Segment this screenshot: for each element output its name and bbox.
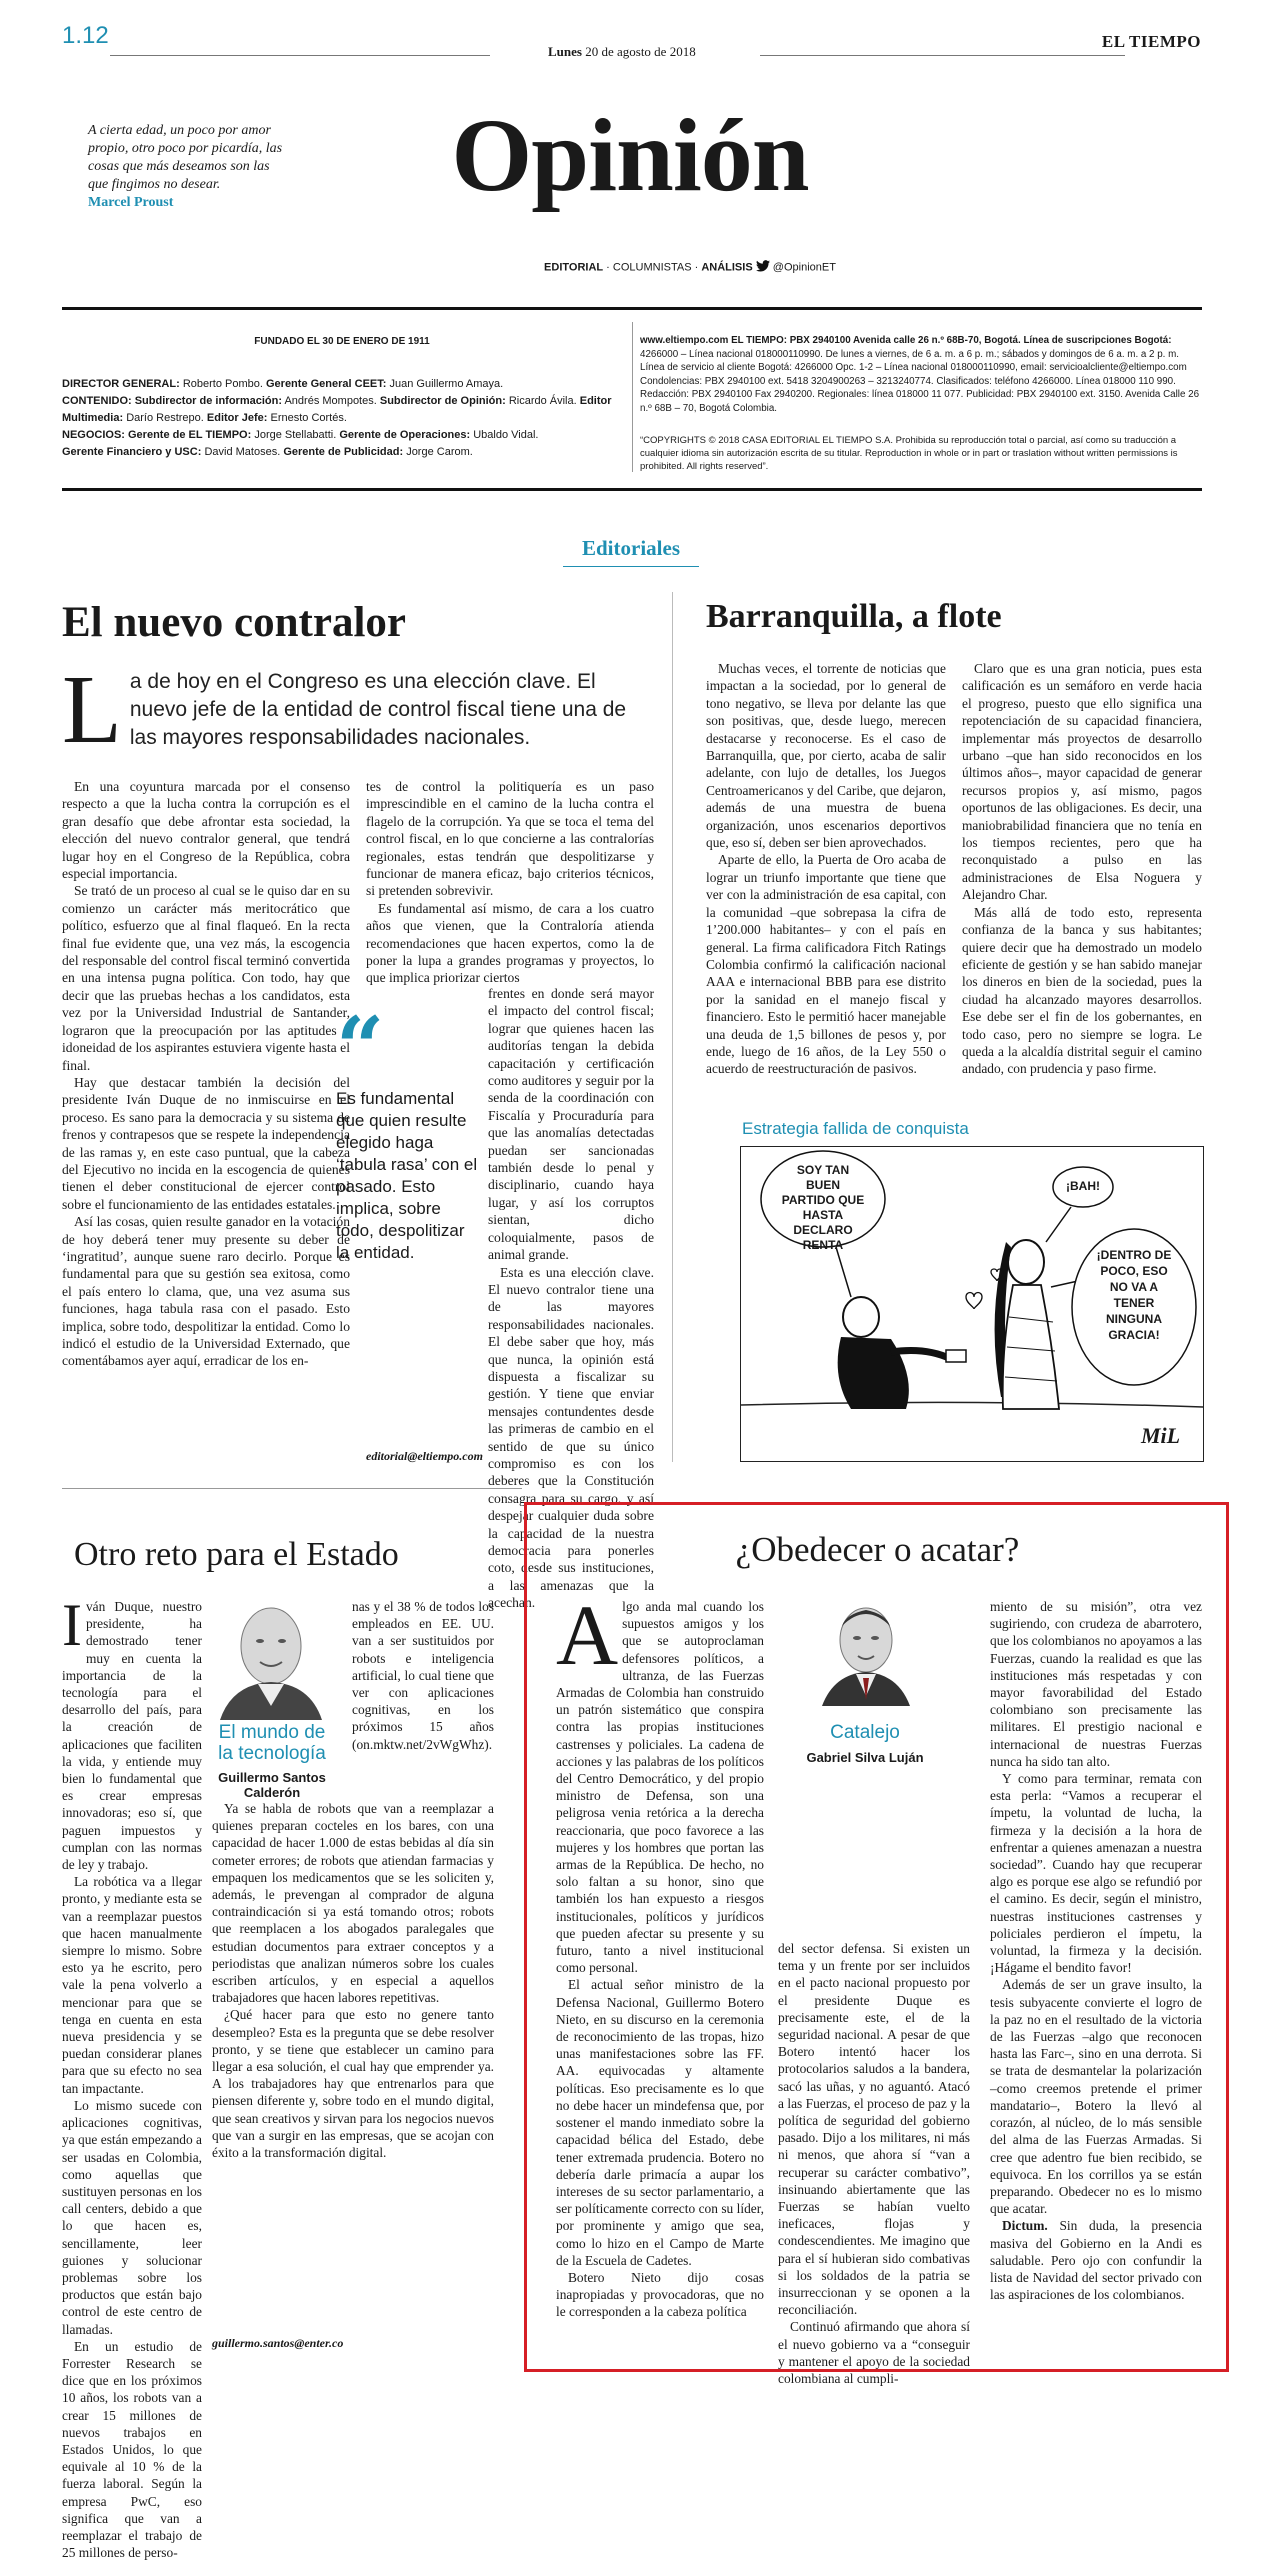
paragraph: Hay que destacar también la decisión del presidente Iván Duque de no inmiscuirse en el proceso. Es sano para la democracia y su sistema de frenos y contrapesos que se respete la independencia de las ramas y, en este caso puntual, que la cabeza del Ejecutivo no incida en la escogencia de quienes tienen el deber constitucional de ejercer control sobre el funcionamiento de las entidades estatales. <box>62 1074 350 1212</box>
epigraph-quote <box>88 122 288 212</box>
paragraph: del sector defensa. Si existen un tema y un frente por ser incluidos en el pacto nacional propuesto por el presidente Duque es precisamente este, el de la seguridad nacional. A pesar de que Botero intentó hacer los protocolarios saludos a la bandera, sacó las uñas, y no aguantó. Atacó a las Fuerzas, el proceso de paz y la política de seguridad del gobierno pasado. Dijo a los militares, ni más ni menos, que ahora sí “van a recuperar su carácter combativo”, insinuando abiertamente que las Fuerzas se habían vuelto ineficaces, flojas y condescendientes. Me imagino que para el sí hubieran sido combativas si los soldados de la patria se insurreccionan y se oponen a la reconciliación. <box>778 1941 970 2318</box>
column1-dropcap: I <box>62 1592 82 1658</box>
staff-line-4: Gerente Financiero y USC: David Matoses. Gerente de Publicidad: Jorge Carom. <box>62 446 473 458</box>
editorial1-lead <box>62 656 652 764</box>
issue-date <box>548 44 696 60</box>
brand-logo: EL TIEMPO <box>1101 32 1201 51</box>
paragraph: Claro que es una gran noticia, pues esta calificación es un semáforo en verde hacia el progreso, puesto que ello significa una repotenciación de su capacidad financiera, implementar más proyectos de desarrollo urbano –que han sido reconocidos en los últimos años–, mayor capacidad de generar recursos propios y, así mismo, pagos oportunos de las obligaciones. Es decir, una maniobrabilidad financiera que no tenía en los tiempos recientes, pero que ha reconquistado a pulso en las administraciones de Elsa Noguera y Alejandro Char. <box>962 661 1202 903</box>
author-portrait <box>818 1596 914 1706</box>
dictum-label: Dictum. <box>1002 2218 1048 2234</box>
subnav-editorial[interactable]: EDITORIAL <box>544 261 604 274</box>
staff-line-1: DIRECTOR GENERAL: Roberto Pombo. Gerente General CEET: Juan Guillermo Amaya. <box>62 378 504 390</box>
epigraph-text: A cierta edad, un poco por amor propio, otro poco por picardía, las cosas que más deseamos son las que fingimos no desear. <box>88 123 283 192</box>
section-subnav: EDITORIAL · COLUMNISTAS · ANÁLISIS @OpinionET <box>544 261 836 274</box>
column1-col2 <box>212 1800 494 2161</box>
editorial1-col2-top <box>366 778 654 987</box>
contact-service: Línea de servicio al cliente Bogotá: 4266000 Opc. 1-2 – Línea nacional 018000110990, email: servicioalcliente@eltiempo.com Condolencias: PBX 2940100 ext. 5418 3204900263 – 3213240774. Clasificados: teléfono 4266000. Línea 018000 110 990. Redacción: PBX 2940100 Fax 2940200. Regionales: línea 018000 11 077. Publicidad: PBX 2940100 ext. 3150. Avenida Calle 26 n.º 68B – 70, Bogotá Colombia. <box>640 362 1200 414</box>
editorial2-col2 <box>962 660 1202 1078</box>
cartoon-bubble-1: SOY TAN BUEN PARTIDO QUE HASTA DECLARO RENTA <box>781 1163 865 1252</box>
editorial1-title: El nuevo contralor <box>62 599 406 646</box>
paragraph: Ya se habla de robots que van a reemplazar a quienes preparan cocteles en los bares, con una capacidad de hacer 1.000 de estas bebidas al día sin cometer errores; de robots que atiendan farmacias y empaquen los medicamentos que se les soliciten y, además, le prevengan al comprador de alguna contraindicación si ya está tomando otros; robots que reemplacen a los abogados paralegales que estudian documentos para extraer conceptos y a periodistas que analizan números sobre los cuales escriben artículos, y en especial a aquellos trabajadores que hacen labores repetitivas. <box>212 1801 494 2006</box>
editorial1-email[interactable]: editorial@eltiempo.com <box>366 1449 483 1463</box>
contact-site: www.eltiempo.com EL TIEMPO: PBX 2940100 Avenida calle 26 n.º 68B-70, Bogotá. <box>640 335 1021 346</box>
contact-subs: Línea de suscripciones Bogotá: <box>1023 335 1172 346</box>
column2-section: Catalejo <box>830 1722 900 1743</box>
column2-dropcap: A <box>556 1587 619 1683</box>
column2-author-photo <box>818 1596 914 1706</box>
masthead-copyright: “COPYRIGHTS © 2018 CASA EDITORIAL EL TIEMPO S.A. Prohibida su reproducción total o parcial, así como su traducción a cualquier idioma sin autorización escrita de su titular. Reproduction in whole or in part or traslation without written permissions is prohibited. All rights reserved”. <box>640 435 1178 472</box>
paragraph: Lo mismo sucede con aplicaciones cognitivas, ya que están empezando a ser usadas en Colombia, como aquellas que sustituyen personas en los call centers, debido a que lo que hacen es, sencillamente, leer guiones y solucionar problemas sobre los productos que están bajo control de este centro de llamadas. <box>62 2097 202 2337</box>
subnav-columnistas[interactable]: COLUMNISTAS <box>612 261 692 274</box>
paragraph <box>62 1592 202 1873</box>
paragraph: Aparte de ello, la Puerta de Oro acaba de lograr un triunfo importante que tiene que ver con la administración de esa capital, con la comunidad –que sobrepasa la cifra de 1’200.000 habitantes– y con el país en general. La firma calificadora Fitch Ratings Colombia confirmó la calificación nacional AAA e internacional BBB para ese distrito por la sanidad en el manejo fiscal y financiero. Esto le permitió hacer manejable una deuda de 1,5 billones de pesos y, por ende, luego de 16 años, de la Ley 550 o acuerdo de reestructuración de pasivos. <box>706 852 946 1077</box>
paragraph-text: lgo anda mal cuando los supuestos amigos y los que se autoproclaman defensores políticos, a ultranza, de las Fuerzas Armadas de Colombia han construido un patrón sistemático que conspira contra las propias instituciones castrenses y policiales. La cadena de acciones y las palabras de los políticos del Centro Democrático, y del propio ministro de Defensa, son una peligrosa venia retórica a la derecha reaccionaria, que poco favorece a las mujeres y los hombres que portan las armas de la República. De hecho, no solo faltan a su honor, sino que también los han expuesto a riesgos institucionales, políticos y jurídicos que pueden afectar su presente y su futuro, tanto a nivel institucional como personal. <box>556 1599 764 1976</box>
masthead-contact <box>640 334 1202 415</box>
column2-title: ¿Obedecer o acatar? <box>735 1530 1020 1569</box>
section-title: Opinión <box>451 98 809 213</box>
paragraph: El actual señor ministro de la Defensa Nacional, Guillermo Botero Nieto, en su discurso en la ceremonia de reconocimiento de las tropas, hizo unas manifestaciones sobre las FF. AA. equivocadas y altamente políticas. Eso precisamente es lo que no debe hacer un mindefensa que, por sostener el mando inmediato sobre la capacidad bélica del Estado, debe tener extremada prudencia. Botero no debería darle primacía a aupar los intereses de su sector parlamentario, a ser políticamente correcto con su líder, por prominente y amigo que sea, como lo hizo en el Campo de Marte de la Escuela de Cadetes. <box>556 1977 764 2268</box>
paragraph: Así las cosas, quien resulte ganador en la votación de hoy deberá tener muy presente su deber de ‘ingratitud’, aunque suene raro decirlo. Porque es fundamental para que su gestión sea exitosa, como el país entero lo clama, que, una vez asuma sus funciones, haga tabula rasa con el pasado. Esto implica, sobre todo, despolitizar la entidad. Como lo indicó el estudio de la Universidad Externado, que comentábamos ayer aquí, erradicar de los en- <box>62 1214 350 1369</box>
paragraph: La robótica va a llegar pronto, y mediante esta se van a reemplazar puestos que hacen manualmente siempre lo mismo. Sobre esto ya he escrito, pero vale la pena volverlo a mencionar para que se tenga en cuenta en esta nueva presidencia y se puedan considerar planes para que su efecto no sea tan impactante. <box>62 1874 202 2096</box>
paragraph: En una coyuntura marcada por el consenso respecto a que la lucha contra la corrupción es el gran desafío que debe afrontar esta sociedad, la elección del nuevo contralor general, que tendrá lugar hoy en el Congreso de la República, cobra especial importancia. <box>62 779 350 882</box>
editorials-divider <box>672 592 673 1462</box>
paragraph: Además de ser un grave insulto, la tesis subyacente convierte el logro de la paz no en el resultado de la victoria de las Fuerzas –algo que reconocen hasta las Farc–, sino en una derrota. Si se trata de desmantelar la polarización –como creemos pretende el primer mandatario–, Botero la llevó al corazón, al núcleo, de lo más sensible del alma de las Fuerzas Armadas. Si cree que adentro fue bien recibido, se equivoca. En los corrillos ya se están preparando. Obedecer no es lo mismo que acatar. <box>990 1977 1202 2217</box>
masthead-bottom-rule <box>62 488 1202 491</box>
issue-date-day: Lunes <box>548 44 582 59</box>
cartoon-caption: Estrategia fallida de conquista <box>742 1119 969 1138</box>
pull-quote-text: Es fundamental que quien resulte elegido haga ‘tabula rasa’ con el pasado. Esto implica, sobre todo, despolitizar la entidad. <box>336 1089 478 1262</box>
paragraph: Más allá de todo esto, representa confianza de la banca y sus habitantes; quiere decir que ha demostrado un modelo eficiente de gestión y se han sabido manejar los dineros en bien de la sociedad, pues la ciudad ha alcanzado mayores desarrollos. Ese debe ser el fin de los gobernantes, en todo caso, pero no siempre se logra. Le queda a la alcaldía distrital seguir el camino andado, con prudencia y paso firme. <box>962 904 1202 1077</box>
editorial1-lead-dropcap: L <box>62 656 122 764</box>
section-rule <box>62 1488 522 1489</box>
paragraph-text: ván Duque, nuestro presidente, ha demostrado tener muy en cuenta la importancia de la tecnología para el desarrollo del país, para la creación de aplicaciones que faciliten la vida, y entiende muy bien lo fundamental que es crear empresas innovadoras; eso sí, que paguen impuestos y cumplan con las normas de ley y trabajo. <box>62 1599 202 1873</box>
cartoon <box>740 1146 1204 1462</box>
cartoonist-signature: MiL <box>1141 1423 1181 1448</box>
editoriales-label: Editoriales <box>582 536 680 560</box>
editorial2-title: Barranquilla, a flote <box>706 598 1002 635</box>
masthead-staff <box>62 376 622 461</box>
twitter-handle[interactable]: @OpinionET <box>772 261 836 274</box>
dictum-text: Sin duda, la presencia masiva del Gobierno en la Andi es saludable. Pero ojo con confundir la lista de Navidad del sector privado con las aspiraciones de los colombianos. <box>990 2218 1202 2303</box>
subnav-analisis[interactable]: ANÁLISIS <box>701 261 753 274</box>
paragraph: Muchas veces, el torrente de noticias que impactan a la sociedad, por lo general de tono negativo, se lleva por delante las que son positivas, que, desde luego, merecen destacarse y reconocerse. Es el caso de Barranquilla, que, por cierto, acaba de salir adelante, con lujo de detalles, los Juegos Centroamericanos y del Caribe, que dejaron, además de una muestra de buena organización, unos escenarios deportivos que, eso sí, deben ser bien aprovechados. <box>706 661 946 851</box>
paragraph: Y como para terminar, remata con esta perla: “Vamos a recuperar el ímpetu, la voluntad de lucha, la firmeza y la decisión a la hora de enfrentar a quienes amenazan a nuestra sociedad”. Cuando hay que recuperar algo es porque ese algo se refundió por el camino. Es decir, según el ministro, nuestras instituciones castrenses y policiales perdieron el ímpetu, la voluntad, la firmeza y la decisión. ¡Hágame el bendito favor! <box>990 1771 1202 1976</box>
dictum-paragraph <box>990 2217 1202 2303</box>
column1-author: Guillermo Santos Calderón <box>218 1770 326 1800</box>
paragraph: frentes en donde será mayor el impacto del control fiscal; lograr que quienes hacen las auditorías tengan la debida capacitación y certificación como auditores y seguir por la senda de la coordinación con Fiscalía y Procuraduría para que las anomalías detectadas puedan ser sancionadas también desde lo penal y disciplinario, cuando haya lugar, y así los corruptos sientan, dicho coloquialmente, pasos de animal grande. <box>488 986 654 1263</box>
column1-email[interactable]: guillermo.santos@enter.co <box>212 2336 344 2350</box>
editorial2-col1 <box>706 660 946 1078</box>
paragraph: Esta es una elección clave. El nuevo contralor tiene una de las mayores responsabilidades nacionales. El debe saber que hoy, más que nunca, la opinión está dispuesta a fiscalizar su gestión. Y tiene que enviar mensajes contundentes desde las primeras de cambio en el sentido de que su único compromiso es con los deberes que la Constitución consagra para su cargo, y así despejar cualquier duda sobre la capacidad de la nuestra democracia para ponerles coto, desde sus instituciones, a las amenazas que la acechan. <box>488 1264 654 1611</box>
paragraph: Botero Nieto dijo cosas inapropiadas y provocadoras, que no le corresponden a la cabeza política <box>556 2269 764 2320</box>
staff-line-3: NEGOCIOS: Gerente de EL TIEMPO: Jorge Stellabatti. Gerente de Operaciones: Ubaldo Vidal. <box>62 429 539 441</box>
column2-col2 <box>778 1940 970 2387</box>
page-number: 1.12 <box>62 22 109 49</box>
epigraph-author: Marcel Proust <box>88 195 174 210</box>
masthead-divider <box>632 322 633 472</box>
column1-col2-top: nas y el 38 % de todos los empleados en EE. UU. van a ser sustituidos por robots e inteligencia artificial, lo cual tiene que ver con aplicaciones cognitivas, en los próximos 15 años (on.mktw.net/2vWgWhz). <box>352 1599 494 1752</box>
cartoon-bubble-3: ¡DENTRO DE POCO, ESO NO VA A TENER NINGUNA GRACIA! <box>1096 1248 1172 1342</box>
column1-col1 <box>62 1592 202 2561</box>
masthead-top-rule <box>62 307 1202 310</box>
column2-author: Gabriel Silva Luján <box>806 1750 924 1765</box>
paragraph: Continuó afirmando que ahora sí el nuevo gobierno va a “conseguir y mantener el apoyo de la sociedad colombiana al cumpli- <box>778 2319 970 2387</box>
editorial1-col1 <box>62 778 350 1370</box>
pull-quote <box>336 998 481 1264</box>
contact-subs-lines: 4266000 – Línea nacional 018000110990. De lunes a viernes, de 6 a. m. a 6 p. m.; sábados y domingos de 6 a. m. a 2 p. m. <box>640 348 1180 360</box>
column1-author-photo <box>212 1596 330 1720</box>
column2-col3 <box>990 1598 1202 2303</box>
paragraph: tes de control la politiquería es un paso imprescindible en el camino de la lucha contra el flagelo de la corrupción. Ya que se toca el tema del control fiscal, en lo que concierne a las contralorías regionales, estas tendrán que despolitizarse y funcionar de manera eficaz, bajo criterios técnicos, si pretenden sobrevivir. <box>366 779 654 899</box>
paragraph: Se trató de un proceso al cual se le quiso dar en su comienzo un carácter más meritocrático que político, esfuerzo que al final flaqueó. En la recta final fue evidente que, una vez más, la escogencia del responsable del control fiscal terminó convertida en una intensa pugna política. Con todo, hay que decir que las pruebas hechas a los candidatos, esta vez por la Universidad Industrial de Santander, lograron que la preocupación por las aptitudes e idoneidad de los aspirantes estuviera vigente hasta el final. <box>62 883 350 1073</box>
paragraph: ¿Qué hacer para que esto no genere tanto desempleo? Esta es la pregunta que se debe resolver pronto, y se tiene que establecer un camino para llegar a esa solución, el cual hay que emprender ya. A los trabajadores hay que entrenarlos para que piensen diferente y, sobre todo en el mundo digital, que sean creativos y sirvan para los negocios nuevos que van a surgir en las empresas, que se acojan con éxito a la transformación digital. <box>212 2007 494 2161</box>
header-rule-left <box>110 55 490 56</box>
masthead-founded: FUNDADO EL 30 DE ENERO DE 1911 <box>254 336 430 347</box>
twitter-icon <box>756 260 770 275</box>
issue-date-rest: 20 de agosto de 2018 <box>585 44 696 59</box>
column1-title: Otro reto para el Estado <box>74 1536 399 1573</box>
paragraph: En un estudio de Forrester Research se dice que en los próximos 10 años, los robots van a crear 15 millones de nuevos trabajos en Estados Unidos, lo que equivale al 10 % de la fuerza laboral. Según la empresa PwC, eso significa que van a reemplazar el trabajo de 25 millones de perso- <box>62 2338 202 2561</box>
author-portrait <box>212 1596 330 1720</box>
quote-mark-icon: “ <box>336 998 385 1097</box>
column2-col1 <box>556 1587 764 2321</box>
paragraph <box>556 1587 764 1976</box>
editorial1-lead-text: a de hoy en el Congreso es una elección clave. El nuevo jefe de la entidad de control fiscal tiene una de las mayores responsabilidades nacionales. <box>129 670 627 749</box>
paragraph: miento de su misión”, otra vez sugiriendo, con crudeza de abarrotero, que los colombianos no apoyamos a las Fuerzas, cuando la realidad es que las instituciones más respetadas y con mayor favorabilidad del Estado colombiano son precisamente las militares. El prestigio nacional e internacional de nuestras Fuerzas nunca ha sido tan alto. <box>990 1599 1202 1769</box>
editoriales-underline <box>563 566 699 567</box>
header-rule-right <box>760 55 1125 56</box>
cartoon-bubble-2: ¡BAH! <box>1066 1179 1100 1193</box>
column1-section: El mundo de la tecnología <box>218 1722 326 1764</box>
staff-line-2: CONTENIDO: Subdirector de información: Andrés Mompotes. Subdirector de Opinión: Ricardo Ávila. Editor Multimedia: Darío Restrepo. Editor Jefe: Ernesto Cortés. <box>62 395 612 424</box>
paragraph: Es fundamental así mismo, de cara a los cuatro años que vienen, que la Contraloría atienda recomendaciones que hacen expertos, como la de poner la lupa a grandes programas y proyectos, lo que implica priorizar ciertos <box>366 900 654 986</box>
